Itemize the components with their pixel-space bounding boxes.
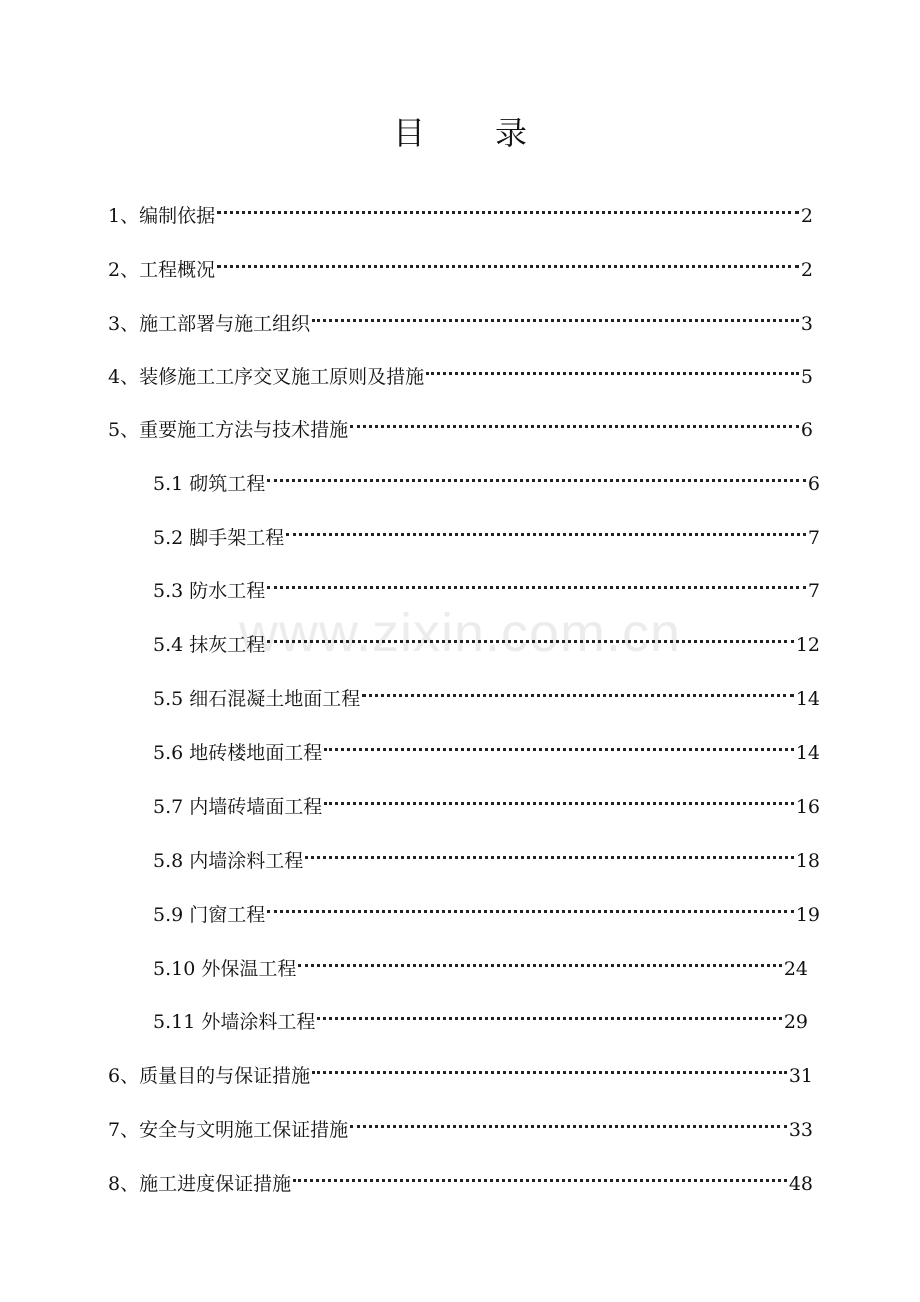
- dot-leader: [293, 1164, 787, 1190]
- dot-leader: [426, 357, 799, 383]
- toc-entry-label: 5.6 地砖楼地面工程: [153, 742, 323, 764]
- toc-entry-page: 33: [788, 1119, 813, 1141]
- dot-leader: [350, 410, 799, 436]
- toc-entry-page: 31: [788, 1065, 813, 1087]
- dot-leader: [324, 733, 794, 759]
- toc-entry-label: 5.4 抹灰工程: [153, 634, 266, 656]
- toc-entry-5-6[interactable]: [153, 733, 820, 764]
- toc-entry-5-1[interactable]: [153, 464, 820, 495]
- toc-entry-page: 14: [795, 742, 820, 764]
- toc-entry-5[interactable]: [108, 410, 813, 441]
- toc-entry-label: 5.10 外保温工程: [153, 958, 297, 980]
- toc-entry-label: 5.3 防水工程: [153, 580, 266, 602]
- toc-entry-5-5[interactable]: [153, 679, 820, 710]
- toc-entry-5-11[interactable]: [153, 1002, 808, 1033]
- toc-entry-label: 8、施工进度保证措施: [108, 1173, 292, 1195]
- toc-entry-page: 2: [800, 205, 813, 227]
- toc-entry-6[interactable]: [108, 1056, 813, 1087]
- dot-leader: [317, 1002, 781, 1028]
- title-char-1: 目: [392, 114, 425, 152]
- toc-entry-page: 14: [795, 688, 820, 710]
- toc-entry-label: 5.8 内墙涂料工程: [153, 850, 304, 872]
- dot-leader: [298, 949, 781, 975]
- toc-entry-page: 6: [800, 419, 813, 441]
- toc-entry-label: 5.7 内墙砖墙面工程: [153, 796, 323, 818]
- dot-leader: [312, 304, 799, 330]
- toc-entry-label: 7、安全与文明施工保证措施: [108, 1119, 349, 1141]
- toc-entry-label: 3、施工部署与施工组织: [108, 313, 311, 335]
- dot-leader: [350, 1110, 787, 1136]
- toc-entry-label: 6、质量目的与保证措施: [108, 1065, 311, 1087]
- toc-entry-page: 3: [800, 313, 813, 335]
- toc-entry-5-3[interactable]: [153, 571, 820, 602]
- toc-entry-page: 12: [795, 634, 820, 656]
- toc-entry-page: 19: [795, 904, 820, 926]
- toc-entry-5-8[interactable]: [153, 841, 820, 872]
- dot-leader: [217, 196, 799, 222]
- toc-entry-7[interactable]: [108, 1110, 813, 1141]
- toc-entry-4[interactable]: [108, 357, 813, 388]
- toc-entry-label: 5.9 门窗工程: [153, 904, 266, 926]
- toc-entry-8[interactable]: [108, 1164, 813, 1195]
- title-char-2: 录: [495, 114, 528, 152]
- toc-entry-page: 7: [807, 527, 820, 549]
- toc-entry-page: 6: [807, 473, 820, 495]
- toc-entry-5-9[interactable]: [153, 895, 820, 926]
- toc-entry-5-2[interactable]: [153, 518, 820, 549]
- toc-entry-label: 5、重要施工方法与技术措施: [108, 419, 349, 441]
- toc-entry-label: 4、装修施工工序交叉施工原则及措施: [108, 366, 425, 388]
- toc-entry-5-10[interactable]: [153, 949, 808, 980]
- toc-entry-page: 18: [795, 850, 820, 872]
- toc-entry-label: 1、编制依据: [108, 205, 216, 227]
- toc-entry-page: 29: [783, 1011, 808, 1033]
- toc-entry-5-7[interactable]: [153, 787, 820, 818]
- toc-entry-page: 7: [807, 580, 820, 602]
- dot-leader: [267, 571, 806, 597]
- dot-leader: [286, 518, 806, 544]
- toc-entry-page: 16: [795, 796, 820, 818]
- toc-entry-2[interactable]: [108, 250, 813, 281]
- toc-entry-label: 5.2 脚手架工程: [153, 527, 285, 549]
- toc-entry-page: 48: [788, 1173, 813, 1195]
- toc-entry-label: 5.11 外墙涂料工程: [153, 1011, 316, 1033]
- toc-entry-page: 24: [783, 958, 808, 980]
- toc-entry-label: 2、工程概况: [108, 259, 216, 281]
- watermark: www.zixin.com.cn: [238, 603, 682, 663]
- toc-entry-label: 5.1 砌筑工程: [153, 473, 266, 495]
- dot-leader: [362, 679, 794, 705]
- dot-leader: [217, 250, 799, 276]
- toc-entry-page: 2: [800, 259, 813, 281]
- toc-entry-page: 5: [800, 366, 813, 388]
- dot-leader: [267, 464, 806, 490]
- dot-leader: [312, 1056, 787, 1082]
- dot-leader: [305, 841, 794, 867]
- dot-leader: [324, 787, 794, 813]
- dot-leader: [267, 625, 794, 651]
- dot-leader: [267, 895, 794, 921]
- toc-entry-label: 5.5 细石混凝土地面工程: [153, 688, 361, 710]
- toc-entry-3[interactable]: [108, 304, 813, 335]
- toc-entry-1[interactable]: [108, 196, 813, 227]
